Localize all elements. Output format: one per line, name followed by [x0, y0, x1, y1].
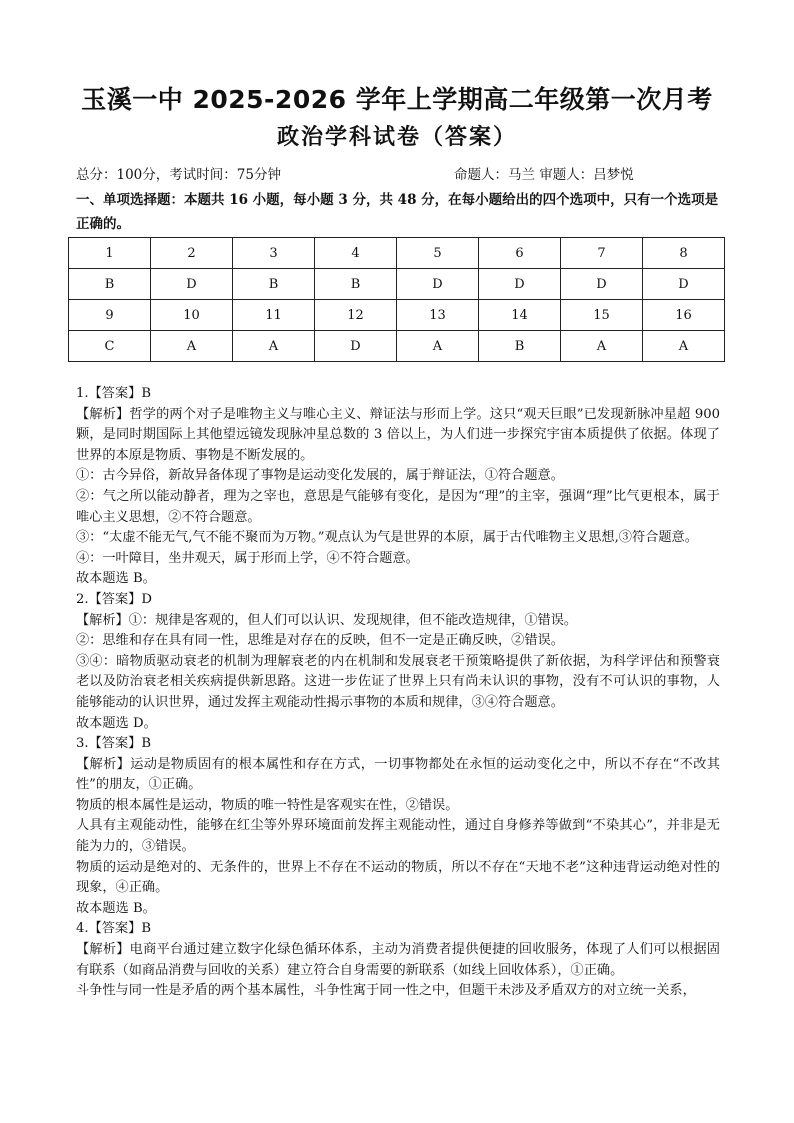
question-number: 10	[151, 300, 233, 331]
exam-title: 玉溪一中 2025-2026 学年上学期高二年级第一次月考	[81, 85, 713, 114]
table-row-numbers-1	[69, 238, 725, 269]
explanation-paragraph: ④：一叶障目，坐井观天，属于形而上学，④不符合题意。	[76, 550, 419, 566]
exam-subtitle: 政治学科试卷（答案）	[276, 125, 517, 150]
answer-cell: A	[151, 331, 233, 362]
explanation-paragraph: 物质的根本属性是运动，物质的唯一特性是客观实在性，②错误。	[76, 797, 459, 813]
section-heading: 一、单项选择题：本题共 16 小题，每小题 3 分，共 48 分，在每小题给出的四个选项中，只有一个选项是正确的。	[76, 192, 719, 232]
conclusion-line: 故本题选 B。	[76, 571, 156, 587]
answer-cell: D	[397, 269, 479, 300]
explanation-paragraph: ②：思维和存在具有同一性，思维是对存在的反映，但不一定是正确反映，②错误。	[76, 633, 564, 649]
explanation-paragraph: ②：气之所以能动静者，理为之宰也，意思是气能够有变化，是因为“理”的主宰，强调“理”比气更根本，属于唯心主义思想，②不符合题意。	[76, 488, 720, 525]
table-row-answers-2	[69, 331, 725, 362]
question-number: 1	[69, 238, 151, 269]
answer-cell: D	[561, 269, 643, 300]
explanation-paragraph: 人具有主观能动性，能够在红尘等外界环境面前发挥主观能动性，通过自身修养等做到“不染其心”，并非是无能为力的，③错误。	[76, 818, 720, 855]
authors-info: 命题人：马兰 审题人：吕梦悦	[454, 167, 634, 183]
question-number: 12	[315, 300, 397, 331]
explanation-paragraph: ①：古今异俗，新故异备体现了事物是运动变化发展的，属于辩证法，①符合题意。	[76, 468, 564, 484]
explanation-paragraph: ③：“太虚不能无气,气不能不聚而为万物。”观点认为气是世界的本原，属于古代唯物主义思想,③符合题意。	[76, 530, 698, 546]
answer-cell: D	[151, 269, 233, 300]
question-number: 7	[561, 238, 643, 269]
question-number: 6	[479, 238, 561, 269]
answer-cell: A	[643, 331, 725, 362]
answer-cell: D	[315, 331, 397, 362]
question-number: 2	[151, 238, 233, 269]
question-number: 15	[561, 300, 643, 331]
explanation-paragraph: ③④：暗物质驱动衰老的机制为理解衰老的内在机制和发展衰老干预策略提供了新依据，为科学评估和预警衰老以及防治衰老相关疾病提供新思路。这进一步佐证了世界上只有尚未认识的事物，没有不可认识的事物，人能够能动的认识世界，通过发挥主观能动性揭示事物的本质和规律，③④符合题意。	[76, 653, 720, 710]
answer-cell: C	[69, 331, 151, 362]
explanation-paragraph: 【解析】运动是物质固有的根本属性和存在方式，一切事物都处在永恒的运动变化之中，所以不存在“不改其性”的朋友，①正确。	[76, 756, 720, 793]
answer-cell: B	[233, 269, 315, 300]
explanations-body	[76, 384, 720, 1002]
answer-line: 4.【答案】B	[76, 921, 152, 937]
question-number: 11	[233, 300, 315, 331]
explanation-paragraph: 【解析】电商平台通过建立数字化绿色循环体系，主动为消费者提供便捷的回收服务，体现了人们可以根据固有联系（如商品消费与回收的关系）建立符合自身需要的新联系（如线上回收体系），①正确。	[76, 942, 720, 978]
answer-cell: A	[233, 331, 315, 362]
question-number: 8	[643, 238, 725, 269]
answer-cell: A	[561, 331, 643, 362]
answer-line: 2.【答案】D	[76, 591, 152, 607]
explanation-paragraph: 物质的运动是绝对的、无条件的，世界上不存在不运动的物质，所以不存在“天地不老”这种违背运动绝对性的现象，④正确。	[76, 859, 720, 896]
explanation-paragraph: 【解析】哲学的两个对子是唯物主义与唯心主义、辩证法与形而上学。这只“观天巨眼”已发现新脉冲星超 900 颗，是同时期国际上其他望远镜发现脉冲星总数的 3 倍以上，为人们进一步探究宇宙本质提供了依据。体现了世界的本原是物质、事物是不断发展的。	[76, 406, 720, 463]
question-number: 14	[479, 300, 561, 331]
question-number: 13	[397, 300, 479, 331]
question-number: 5	[397, 238, 479, 269]
answer-cell: D	[643, 269, 725, 300]
explanation-paragraph: 斗争性与同一性是矛盾的两个基本属性，斗争性寓于同一性之中，但题干未涉及矛盾双方的对立统一关系，	[76, 983, 696, 999]
answer-line: 3.【答案】B	[76, 736, 152, 752]
conclusion-line: 故本题选 B。	[76, 900, 156, 916]
answer-cell: B	[69, 269, 151, 300]
answer-table	[68, 237, 725, 362]
answer-cell: A	[397, 331, 479, 362]
question-number: 3	[233, 238, 315, 269]
answer-line: 1.【答案】B	[76, 386, 152, 401]
table-row-answers-1	[69, 269, 725, 300]
answer-cell: B	[479, 331, 561, 362]
answer-cell: B	[315, 269, 397, 300]
conclusion-line: 故本题选 D。	[76, 715, 157, 731]
explanation-paragraph: 【解析】①：规律是客观的，但人们可以认识、发现规律，但不能改造规律，①错误。	[76, 612, 578, 628]
answer-cell: D	[479, 269, 561, 300]
question-number: 16	[643, 300, 725, 331]
table-row-numbers-2	[69, 300, 725, 331]
question-number: 9	[69, 300, 151, 331]
question-number: 4	[315, 238, 397, 269]
score-time-info: 总分：100分，考试时间：75分钟	[76, 167, 281, 183]
